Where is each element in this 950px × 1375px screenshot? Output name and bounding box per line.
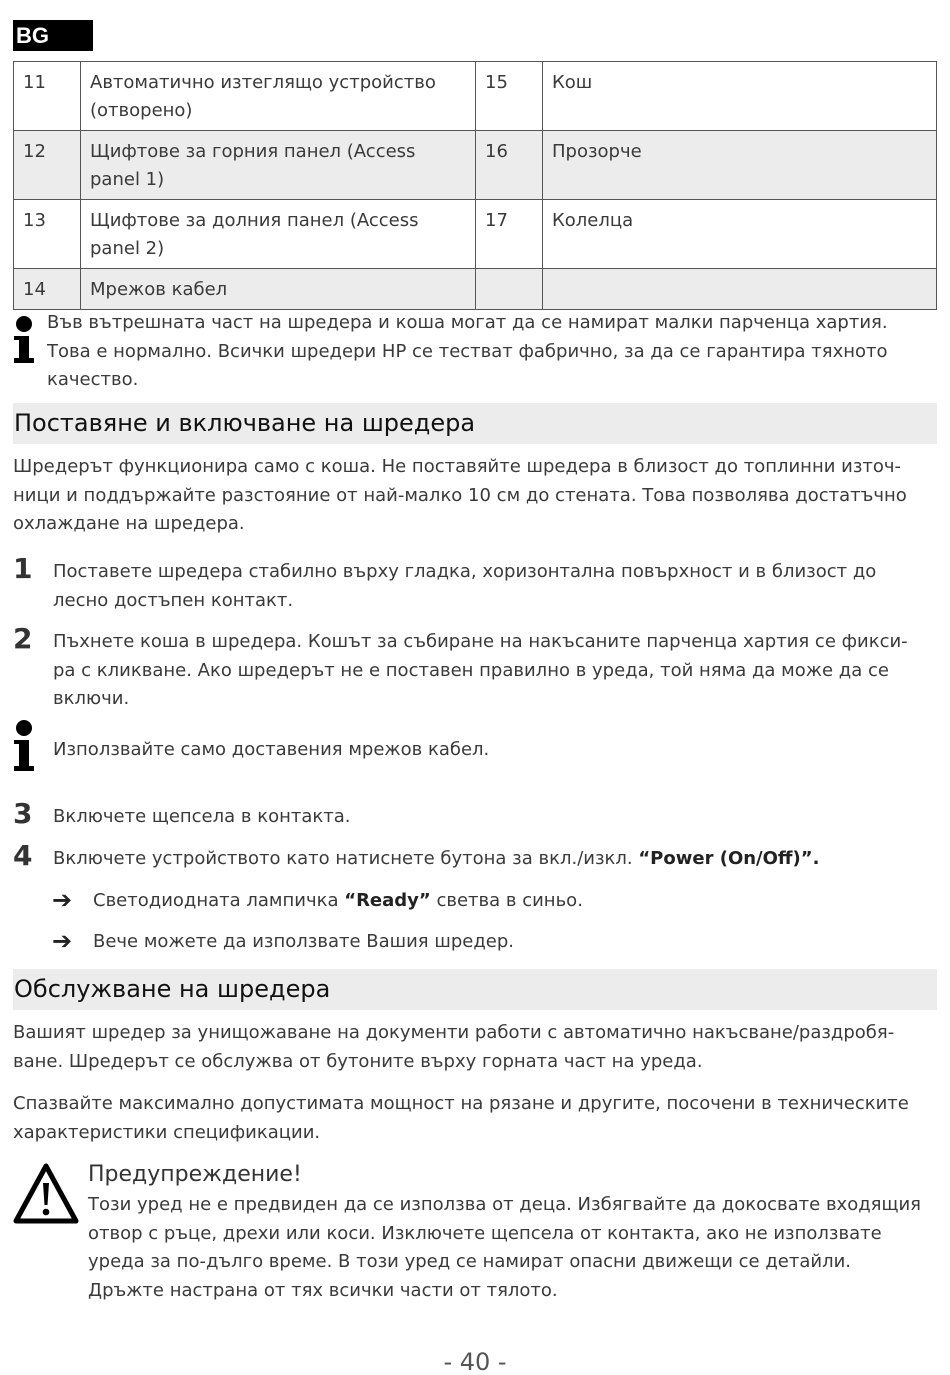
section-heading: Поставяне и включване на шредера — [13, 403, 937, 444]
paragraph-line: Спазвайте максимално допустимата мощност на рязане и другите, посочени в техническите — [13, 1093, 909, 1114]
part-name — [543, 269, 937, 310]
arrow-right-icon: ➔ — [52, 927, 73, 955]
info-note — [47, 309, 888, 395]
warning-triangle-icon — [13, 1163, 79, 1225]
step-number: 1 — [13, 552, 33, 585]
note-line: Във вътрешната част на шредера и коша могат да се намират малки парченца хартия. — [47, 312, 888, 333]
part-name: Щифтове за горния панел (Access panel 1) — [81, 131, 476, 200]
warning-line: Този уред не е предвиден да се използва от деца. Избягвайте да докосвате входящия — [88, 1194, 921, 1215]
warning-title: Предупреждение! — [88, 1162, 302, 1187]
part-name: Мрежов кабел — [81, 269, 476, 310]
page-number: - 40 - — [443, 1348, 507, 1375]
part-number: 14 — [14, 269, 81, 310]
step-number: 4 — [13, 839, 33, 872]
result-text-plain: Светодиодната лампичка — [93, 890, 345, 911]
step-line: лесно достъпен контакт. — [53, 589, 294, 611]
section-heading: Обслужване на шредера — [13, 969, 937, 1010]
step-text-plain: Включете устройството като натиснете бутона за вкл./изкл. — [53, 848, 639, 869]
part-number: 16 — [476, 131, 543, 200]
step-number: 3 — [13, 797, 33, 830]
parts-table — [13, 61, 937, 310]
warning-text — [88, 1191, 921, 1305]
part-name: Колелца — [543, 200, 937, 269]
part-number: 15 — [476, 62, 543, 131]
step-line: включи. — [53, 688, 130, 709]
step-line: Поставете шредера стабилно върху гладка, хоризонтална повърхност и в близост до — [53, 561, 877, 582]
part-name: Прозорче — [543, 131, 937, 200]
part-name: Кош — [543, 62, 937, 131]
result-text — [93, 887, 583, 916]
info-icon — [13, 316, 35, 368]
step-text: Включете щепсела в контакта. — [53, 806, 351, 827]
table-row — [14, 131, 937, 200]
section-intro — [13, 453, 907, 539]
warning-line: уреда за по-дълго време. В този уред се намират опасни движещи се детайли. — [88, 1251, 851, 1272]
part-number — [476, 269, 543, 310]
step-line: Пъхнете коша в шредера. Кошът за събиране на накъсаните парченца хартия се фикси- — [53, 631, 908, 652]
step-text — [53, 628, 908, 714]
result-text: Вече можете да използвате Вашия шредер. — [93, 931, 514, 952]
paragraph-line: характеристики спецификации. — [13, 1121, 321, 1143]
intro-line: ници и поддържайте разстояние от най-малко 10 см до стената. Това позволява достатъчно — [13, 484, 907, 506]
paragraph-line: ване. Шредерът се обслужва от бутоните върху горната част на уреда. — [13, 1050, 703, 1072]
part-number: 13 — [14, 200, 81, 269]
step-text — [53, 558, 876, 615]
table-row — [14, 62, 937, 131]
result-text-plain: светва в синьо. — [430, 890, 583, 911]
part-number: 11 — [14, 62, 81, 131]
step-line: ра с кликване. Ако шредерът не е поставен правилно в уреда, той няма да може да се — [53, 659, 889, 681]
part-number: 17 — [476, 200, 543, 269]
step-number: 2 — [13, 622, 33, 655]
table-row — [14, 269, 937, 310]
intro-line: охлаждане на шредера. — [13, 513, 245, 534]
info-note: Използвайте само доставения мрежов кабел. — [53, 739, 490, 760]
paragraph-line: Вашият шредер за унищожаване на документи работи с автоматично накъсване/раздробя- — [13, 1022, 895, 1043]
language-tag: BG — [13, 20, 93, 51]
table-row — [14, 200, 937, 269]
note-line: качество. — [47, 369, 139, 390]
intro-line: Шредерът функционира само с коша. Не поставяйте шредера в близост до топлинни източ- — [13, 456, 902, 477]
body-paragraph — [13, 1090, 909, 1147]
part-name: Щифтове за долния панел (Access panel 2) — [81, 200, 476, 269]
arrow-right-icon: ➔ — [52, 886, 73, 914]
body-paragraph — [13, 1019, 894, 1076]
ready-label: “Ready” — [344, 890, 431, 911]
part-number: 12 — [14, 131, 81, 200]
note-line: Това е нормално. Всички шредери HP се тестват фабрично, за да се гарантира тяхното — [47, 340, 888, 362]
warning-line: Дръжте настрана от тях всички части от тялото. — [88, 1279, 558, 1301]
step-text — [53, 845, 819, 874]
warning-line: отвор с ръце, дрехи или коси. Изключете щепсела от контакта, ако не използвате — [88, 1222, 882, 1244]
part-name: Автоматично изтеглящо устройство (отворено) — [81, 62, 476, 131]
info-icon — [13, 720, 35, 772]
power-button-label: “Power (On/Off)”. — [638, 848, 820, 869]
